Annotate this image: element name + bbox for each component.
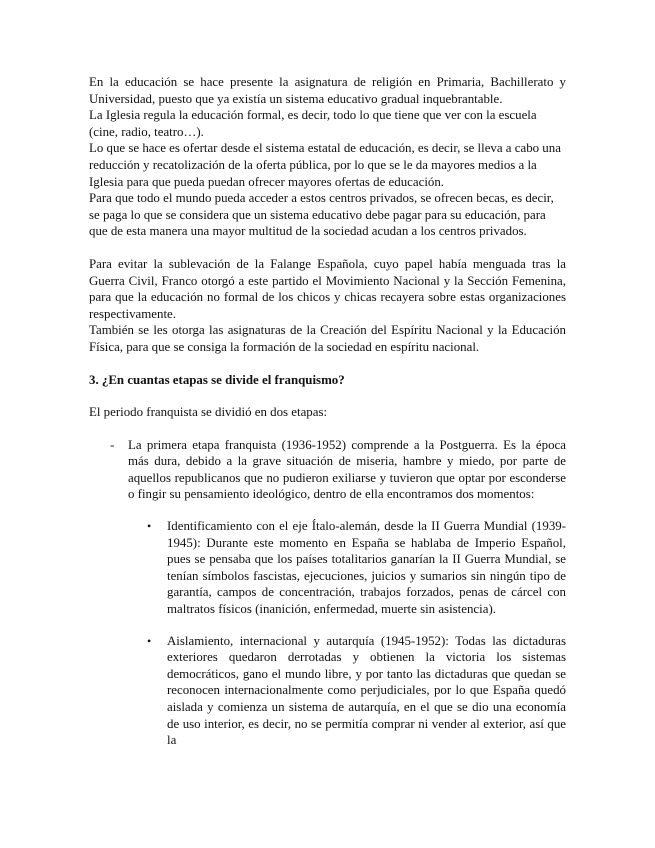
bullet-marker: • bbox=[147, 519, 152, 534]
paragraph-religion: En la educación se hace presente la asignatura de religión en Primaria, Bachillerato y Universidad, puesto que ya existía un sistema educativo gradual inquebrantable. bbox=[89, 75, 566, 106]
section-heading: 3. ¿En cuantas etapas se divide el franquismo? bbox=[89, 372, 345, 387]
paragraph-iglesia: La Iglesia regula la educación formal, es decir, todo lo que tiene que ver con la escuela (cine, radio, teatro…). bbox=[89, 108, 537, 139]
bullet-item-aislamiento bbox=[89, 633, 566, 749]
intro-paragraph: El periodo franquista se dividió en dos etapas: bbox=[89, 405, 328, 420]
paragraph-asignaturas: También se les otorga las asignaturas de la Creación del Espíritu Nacional y la Educación Física, para que se consiga la formación de la sociedad en espíritu nacional. bbox=[89, 323, 566, 354]
paragraph-becas: Para que todo el mundo pueda acceder a estos centros privados, se ofrecen becas, es decir, se paga lo que se considera que un sistema educativo debe pagar para su educación, para que de esta manera una mayor multitud de la sociedad acudan a los centros privados. bbox=[89, 191, 554, 239]
list-item-primera-etapa bbox=[89, 437, 566, 503]
bullet-item-eje-italo-aleman bbox=[89, 518, 566, 618]
bullet-text: Aislamiento, internacional y autarquía (1945-1952): Todas las dictaduras exteriores quedaron derrotadas y obtienen la victoria los sistemas democráticos, gano el mundo libre, y por tanto las dictaduras que quedan se reconocen internacionalmente como perjudiciales, por lo que España quedó aislada y comienza un sistema de autarquía, en el que se dio una economía de uso interior, es decir, no se permitía comprar ni vender al exterior, así que la bbox=[167, 633, 566, 748]
dash-marker: - bbox=[110, 437, 115, 452]
list-item-text: La primera etapa franquista (1936-1952) comprende a la Postguerra. Es la época más dura, debido a la grave situación de miseria, hambre y miedo, por parte de aquellos republicanos que no pudieron exiliarse y tuvieron que optar por esconderse o fingir su pensamiento ideológico, dentro de ella encontramos dos momentos: bbox=[128, 437, 566, 502]
bullet-marker: • bbox=[147, 633, 152, 648]
paragraph-oferta: Lo que se hace es ofertar desde el sistema estatal de educación, es decir, se lleva a cabo una reducción y recatolización de la oferta pública, por lo que se le da mayores medios a la Iglesia para que pueda puedan ofrecer mayores ofertas de educación. bbox=[89, 141, 561, 189]
bullet-text: Identificamiento con el eje Ítalo-alemán, desde la II Guerra Mundial (1939-1945): Durante este momento en España se hablaba de Imperio Español, pues se pensaba que los países totalitarios ganarían la II Guerra Mundial, se tenían símbolos fascistas, ejecuciones, juicios y sumarios sin ningún tipo de garantía, campos de concentración, trabajos forzados, penas de cárcel con maltratos físicos (inanición, enfermedad, muerte sin asistencia). bbox=[167, 519, 566, 617]
paragraph-falange: Para evitar la sublevación de la Falange Española, cuyo papel había menguada tras la Guerra Civil, Franco otorgó a este partido el Movimiento Nacional y la Sección Femenina, para que la educación no formal de los chicos y chicas recayera sobre estas organizaciones respectivamente. bbox=[89, 256, 566, 321]
